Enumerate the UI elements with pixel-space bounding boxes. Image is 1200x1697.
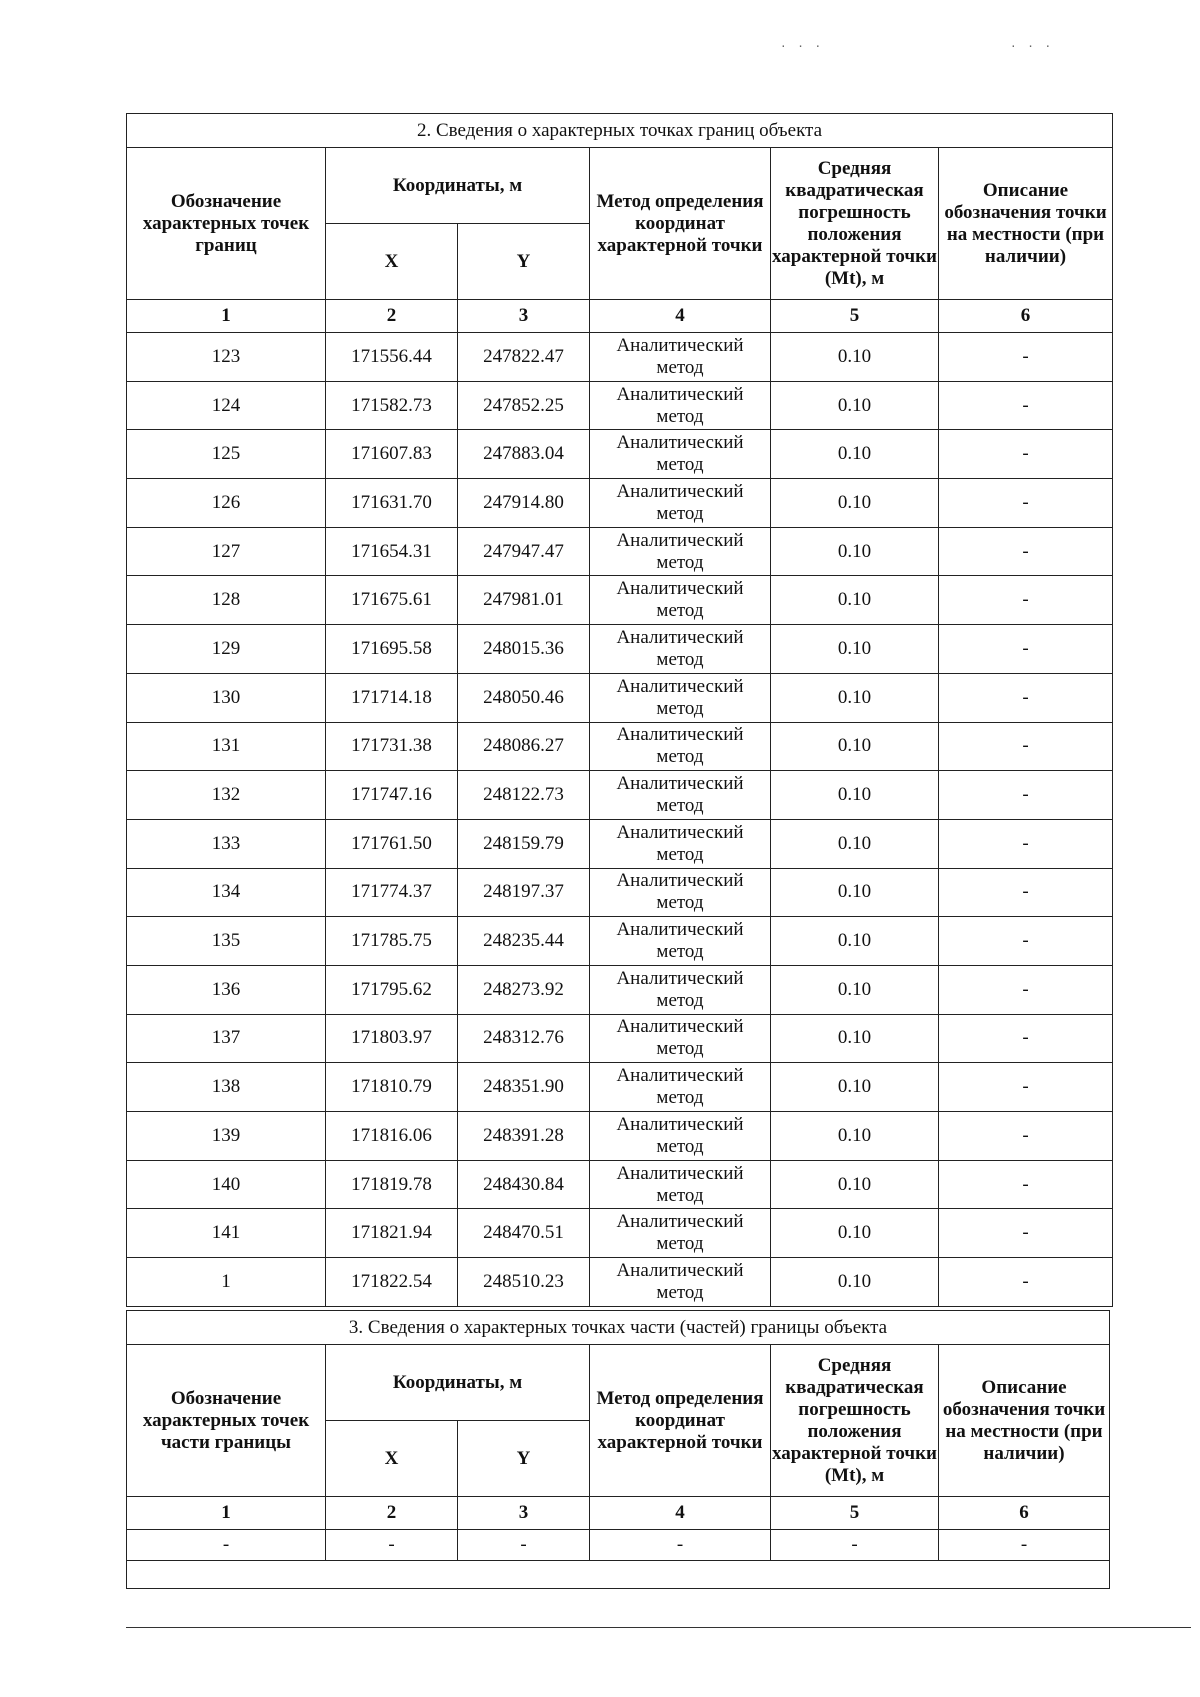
method-line-1: Аналитический (616, 1211, 744, 1233)
x-coordinate: 171795.62 (326, 965, 458, 1014)
column-number: 2 (326, 1497, 458, 1530)
accuracy-value: 0.10 (771, 1160, 939, 1209)
column-number: 5 (771, 1497, 939, 1530)
method (590, 333, 771, 382)
description: - (939, 479, 1113, 528)
method-line-1: Аналитический (616, 919, 744, 941)
table-row (127, 625, 1113, 674)
method-line-1: Аналитический (616, 626, 744, 648)
table-row (127, 479, 1113, 528)
blank-cell (127, 1561, 1110, 1589)
x-coordinate: 171631.70 (326, 479, 458, 528)
method-line-2: метод (656, 1038, 704, 1060)
method (590, 1209, 771, 1258)
description: - (939, 1258, 1113, 1307)
method-line-1: Аналитический (616, 1162, 744, 1184)
point-id: 136 (127, 965, 326, 1014)
table-row (127, 1112, 1113, 1161)
method-line-2: метод (656, 746, 704, 768)
description: - (939, 381, 1113, 430)
point-id: 139 (127, 1112, 326, 1161)
point-id: 131 (127, 722, 326, 771)
y-coordinate: 248197.37 (458, 868, 590, 917)
accuracy-value: 0.10 (771, 819, 939, 868)
table-row (127, 1258, 1113, 1307)
description: - (939, 673, 1113, 722)
method (590, 1258, 771, 1307)
table-row (127, 1530, 1110, 1561)
accuracy-value: 0.10 (771, 965, 939, 1014)
method-line-2: метод (656, 795, 704, 817)
y-coordinate: 248273.92 (458, 965, 590, 1014)
point-id: 138 (127, 1063, 326, 1112)
header-description: Описание обозначения точки на местности (при наличии) (939, 1345, 1110, 1497)
accuracy-value: 0.10 (771, 430, 939, 479)
method-line-1: Аналитический (616, 1113, 744, 1135)
x-coordinate: 171810.79 (326, 1063, 458, 1112)
point-id: 127 (127, 527, 326, 576)
description: - (939, 722, 1113, 771)
column-number: 4 (590, 1497, 771, 1530)
table-row (127, 965, 1113, 1014)
method (590, 868, 771, 917)
point-id: 134 (127, 868, 326, 917)
header-y: Y (458, 1421, 590, 1497)
header-designation: Обозначение характерных точек части границы (127, 1345, 326, 1497)
y-coordinate: 248312.76 (458, 1014, 590, 1063)
column-number: 4 (590, 300, 771, 333)
x-coordinate: 171761.50 (326, 819, 458, 868)
column-number: 1 (127, 300, 326, 333)
y-coordinate: 247883.04 (458, 430, 590, 479)
table-row (127, 576, 1113, 625)
footer-rule (126, 1627, 1191, 1628)
table-row (127, 1014, 1113, 1063)
accuracy-value: 0.10 (771, 625, 939, 674)
table-row (127, 722, 1113, 771)
header-description: Описание обозначения точки на местности (при наличии) (939, 148, 1113, 300)
method-line-1: Аналитический (616, 967, 744, 989)
method-line-2: метод (656, 551, 704, 573)
accuracy-value: 0.10 (771, 868, 939, 917)
header-x: X (326, 224, 458, 300)
method-line-2: метод (656, 454, 704, 476)
method-line-1: Аналитический (616, 578, 744, 600)
method-line-1: Аналитический (616, 480, 744, 502)
accuracy-value: 0.10 (771, 527, 939, 576)
method-line-1: Аналитический (616, 675, 744, 697)
description: - (939, 333, 1113, 382)
header-designation: Обозначение характерных точек границ (127, 148, 326, 300)
x-coordinate: 171731.38 (326, 722, 458, 771)
header-y: Y (458, 224, 590, 300)
y-coordinate: 248050.46 (458, 673, 590, 722)
y-coordinate: 248510.23 (458, 1258, 590, 1307)
method-line-1: Аналитический (616, 724, 744, 746)
empty-cell: - (590, 1530, 771, 1561)
accuracy-value: 0.10 (771, 1063, 939, 1112)
y-coordinate: 248391.28 (458, 1112, 590, 1161)
y-coordinate: 247822.47 (458, 333, 590, 382)
point-id: 133 (127, 819, 326, 868)
method-line-1: Аналитический (616, 432, 744, 454)
table-row (127, 1063, 1113, 1112)
x-coordinate: 171556.44 (326, 333, 458, 382)
description: - (939, 1014, 1113, 1063)
point-id: 130 (127, 673, 326, 722)
table-row (127, 333, 1113, 382)
method (590, 917, 771, 966)
method-line-2: метод (656, 1281, 704, 1303)
method-line-2: метод (656, 1233, 704, 1255)
column-number: 5 (771, 300, 939, 333)
method (590, 722, 771, 771)
description: - (939, 576, 1113, 625)
empty-cell: - (326, 1530, 458, 1561)
accuracy-value: 0.10 (771, 479, 939, 528)
accuracy-value: 0.10 (771, 576, 939, 625)
method-line-1: Аналитический (616, 383, 744, 405)
column-number: 3 (458, 300, 590, 333)
column-number: 2 (326, 300, 458, 333)
accuracy-value: 0.10 (771, 333, 939, 382)
column-number: 1 (127, 1497, 326, 1530)
column-number: 6 (939, 300, 1113, 333)
method (590, 673, 771, 722)
x-coordinate: 171819.78 (326, 1160, 458, 1209)
table-row (127, 430, 1113, 479)
accuracy-value: 0.10 (771, 1112, 939, 1161)
method (590, 1112, 771, 1161)
method (590, 771, 771, 820)
column-number: 6 (939, 1497, 1110, 1530)
table-row (127, 819, 1113, 868)
y-coordinate: 248351.90 (458, 1063, 590, 1112)
method-line-1: Аналитический (616, 1065, 744, 1087)
point-id: 132 (127, 771, 326, 820)
scan-artifact: · · · (780, 40, 824, 53)
description: - (939, 1160, 1113, 1209)
y-coordinate: 248430.84 (458, 1160, 590, 1209)
description: - (939, 430, 1113, 479)
method-line-2: метод (656, 941, 704, 963)
y-coordinate: 247914.80 (458, 479, 590, 528)
method (590, 430, 771, 479)
point-id: 1 (127, 1258, 326, 1307)
description: - (939, 527, 1113, 576)
method-line-2: метод (656, 892, 704, 914)
description: - (939, 1063, 1113, 1112)
method-line-2: метод (656, 405, 704, 427)
y-coordinate: 248086.27 (458, 722, 590, 771)
method (590, 1063, 771, 1112)
column-number-row (127, 300, 1113, 333)
method-line-2: метод (656, 356, 704, 378)
description: - (939, 1209, 1113, 1258)
x-coordinate: 171675.61 (326, 576, 458, 625)
empty-cell: - (771, 1530, 939, 1561)
point-id: 128 (127, 576, 326, 625)
accuracy-value: 0.10 (771, 771, 939, 820)
accuracy-value: 0.10 (771, 1258, 939, 1307)
description: - (939, 819, 1113, 868)
method (590, 819, 771, 868)
header-x: X (326, 1421, 458, 1497)
method (590, 576, 771, 625)
section-2-title: 2. Сведения о характерных точках границ объекта (127, 114, 1113, 148)
method (590, 1014, 771, 1063)
method-line-2: метод (656, 1184, 704, 1206)
table-row (127, 673, 1113, 722)
description: - (939, 868, 1113, 917)
description: - (939, 1112, 1113, 1161)
section-3-title: 3. Сведения о характерных точках части (частей) границы объекта (127, 1311, 1110, 1345)
description: - (939, 771, 1113, 820)
method-line-2: метод (656, 1135, 704, 1157)
method-line-1: Аналитический (616, 821, 744, 843)
method-line-1: Аналитический (616, 773, 744, 795)
y-coordinate: 248122.73 (458, 771, 590, 820)
description: - (939, 917, 1113, 966)
table-row (127, 1209, 1113, 1258)
point-id: 140 (127, 1160, 326, 1209)
method-line-2: метод (656, 600, 704, 622)
description: - (939, 965, 1113, 1014)
x-coordinate: 171822.54 (326, 1258, 458, 1307)
column-number-row (127, 1497, 1110, 1530)
method-line-1: Аналитический (616, 870, 744, 892)
x-coordinate: 171654.31 (326, 527, 458, 576)
accuracy-value: 0.10 (771, 722, 939, 771)
method (590, 625, 771, 674)
method-line-1: Аналитический (616, 1259, 744, 1281)
y-coordinate: 247981.01 (458, 576, 590, 625)
x-coordinate: 171821.94 (326, 1209, 458, 1258)
point-id: 137 (127, 1014, 326, 1063)
table-row (127, 1160, 1113, 1209)
method-line-2: метод (656, 989, 704, 1011)
header-accuracy: Средняя квадратическая погрешность положения характерной точки (Mt), м (771, 1345, 939, 1497)
method-line-2: метод (656, 697, 704, 719)
x-coordinate: 171747.16 (326, 771, 458, 820)
y-coordinate: 248235.44 (458, 917, 590, 966)
point-id: 126 (127, 479, 326, 528)
y-coordinate: 248470.51 (458, 1209, 590, 1258)
empty-cell: - (458, 1530, 590, 1561)
x-coordinate: 171816.06 (326, 1112, 458, 1161)
y-coordinate: 247852.25 (458, 381, 590, 430)
header-method: Метод определения координат характерной точки (590, 148, 771, 300)
method (590, 1160, 771, 1209)
point-id: 135 (127, 917, 326, 966)
point-id: 123 (127, 333, 326, 382)
x-coordinate: 171774.37 (326, 868, 458, 917)
y-coordinate: 247947.47 (458, 527, 590, 576)
table-row (127, 381, 1113, 430)
method-line-2: метод (656, 843, 704, 865)
blank-row (127, 1561, 1110, 1589)
method (590, 527, 771, 576)
table-row (127, 917, 1113, 966)
y-coordinate: 248015.36 (458, 625, 590, 674)
method-line-1: Аналитический (616, 334, 744, 356)
method-line-1: Аналитический (616, 529, 744, 551)
accuracy-value: 0.10 (771, 1209, 939, 1258)
accuracy-value: 0.10 (771, 1014, 939, 1063)
x-coordinate: 171695.58 (326, 625, 458, 674)
accuracy-value: 0.10 (771, 917, 939, 966)
point-id: 129 (127, 625, 326, 674)
header-accuracy: Средняя квадратическая погрешность положения характерной точки (Mt), м (771, 148, 939, 300)
method-line-2: метод (656, 648, 704, 670)
header-method: Метод определения координат характерной точки (590, 1345, 771, 1497)
table-row (127, 771, 1113, 820)
method-line-1: Аналитический (616, 1016, 744, 1038)
method-line-2: метод (656, 502, 704, 524)
point-id: 124 (127, 381, 326, 430)
description: - (939, 625, 1113, 674)
method (590, 965, 771, 1014)
point-id: 141 (127, 1209, 326, 1258)
method (590, 381, 771, 430)
method (590, 479, 771, 528)
scan-artifact: · · · (1010, 40, 1054, 53)
x-coordinate: 171785.75 (326, 917, 458, 966)
boundary-points-table (126, 113, 1113, 1307)
accuracy-value: 0.10 (771, 673, 939, 722)
y-coordinate: 248159.79 (458, 819, 590, 868)
method-line-2: метод (656, 1087, 704, 1109)
x-coordinate: 171582.73 (326, 381, 458, 430)
header-coordinates: Координаты, м (326, 148, 590, 224)
x-coordinate: 171714.18 (326, 673, 458, 722)
header-coordinates: Координаты, м (326, 1345, 590, 1421)
x-coordinate: 171803.97 (326, 1014, 458, 1063)
accuracy-value: 0.10 (771, 381, 939, 430)
table-row (127, 868, 1113, 917)
table-row (127, 527, 1113, 576)
boundary-part-points-table (126, 1310, 1110, 1589)
empty-cell: - (939, 1530, 1110, 1561)
column-number: 3 (458, 1497, 590, 1530)
point-id: 125 (127, 430, 326, 479)
x-coordinate: 171607.83 (326, 430, 458, 479)
empty-cell: - (127, 1530, 326, 1561)
